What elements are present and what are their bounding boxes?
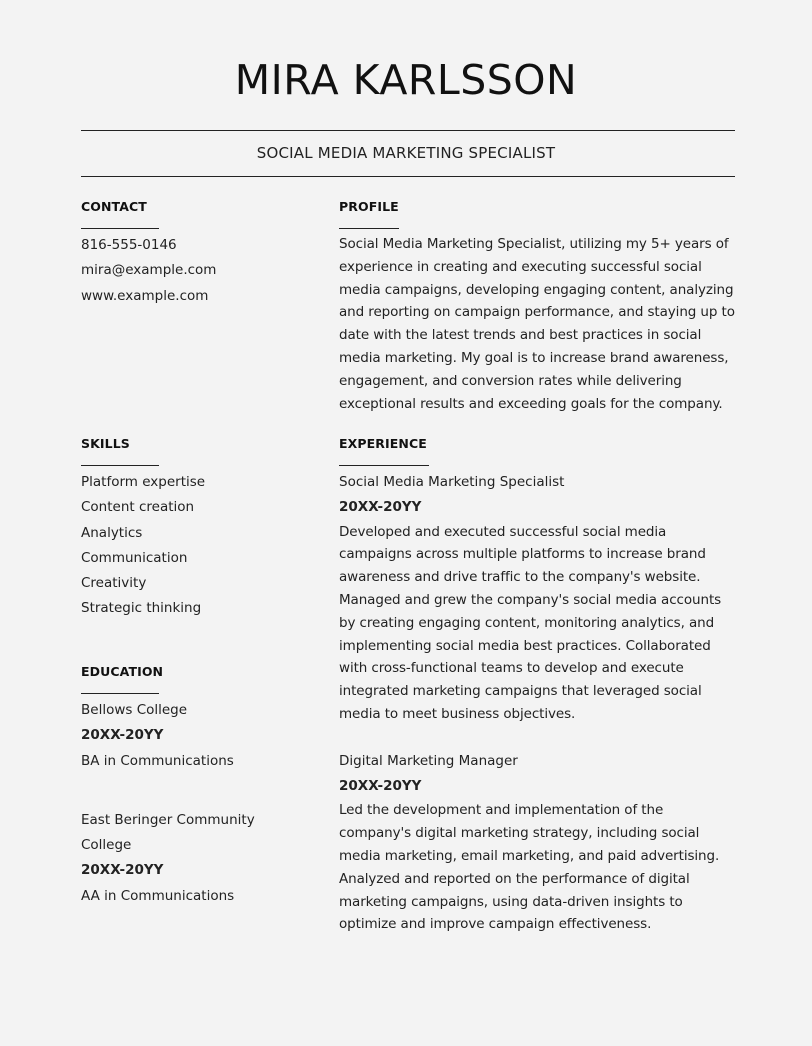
skill-item: Creativity (81, 575, 147, 592)
experience-role: Digital Marketing Manager (339, 752, 518, 769)
experience-section (339, 436, 739, 936)
education-heading: EDUCATION (81, 664, 164, 679)
contact-website: www.example.com (81, 287, 209, 304)
education-degree: BA in Communications (81, 752, 234, 769)
skill-item: Communication (81, 549, 188, 566)
experience-description: Developed and executed successful social media campaigns across multiple platforms to increase brand awareness and drive traffic to the company's website. Managed and grew the company's social media accounts by creating engaging content, monitoring analytics, and implementing social media best practices. Collaborated with cross-functional teams to develop and execute integrated marketing campaigns that leveraged social media to meet business objectives. (339, 523, 722, 722)
education-degree: AA in Communications (81, 887, 235, 904)
education-school: East Beringer Community College (81, 811, 255, 854)
profile-section (339, 199, 739, 415)
contact-email: mira@example.com (81, 262, 217, 279)
profile-heading: PROFILE (339, 199, 399, 214)
header-top-divider (81, 130, 735, 131)
skills-section (81, 436, 321, 622)
skill-item: Content creation (81, 499, 195, 516)
education-school: Bellows College (81, 702, 188, 718)
skill-item: Strategic thinking (81, 600, 202, 617)
skill-item: Platform expertise (81, 474, 206, 490)
profile-text: Social Media Marketing Specialist, utilizing my 5+ years of experience in creating and executing successful social media campaigns, developing engaging content, analyzing and reporting on campaign performance, and staying up to date with the latest trends and best practices in social media marketing. My goal is to increase brand awareness, engagement, and conversion rates while delivering exceptional results and exceeding goals for the company. (339, 236, 735, 412)
experience-heading-underline (339, 465, 429, 466)
skills-heading-underline (81, 465, 159, 466)
education-heading-underline (81, 693, 159, 694)
experience-dates: 20XX-20YY (339, 499, 422, 516)
skill-item: Analytics (81, 524, 143, 541)
education-entry (81, 808, 261, 909)
contact-section (81, 199, 321, 309)
contact-phone: 816-555-0146 (81, 237, 177, 253)
experience-entry (339, 749, 739, 936)
job-title: SOCIAL MEDIA MARKETING SPECIALIST (256, 144, 556, 162)
education-dates: 20XX-20YY (81, 862, 164, 879)
education-dates: 20XX-20YY (81, 727, 164, 744)
skills-heading: SKILLS (81, 436, 130, 451)
contact-heading: CONTACT (81, 199, 147, 214)
education-section (81, 664, 321, 930)
experience-dates: 20XX-20YY (339, 778, 422, 795)
profile-heading-underline (339, 228, 399, 229)
experience-heading: EXPERIENCE (339, 436, 427, 451)
contact-heading-underline (81, 228, 159, 229)
education-entry (81, 698, 321, 774)
experience-description: Led the development and implementation of the company's digital marketing strategy, including social media marketing, email marketing, and paid advertising. Analyzed and reported on the performance of digital marketing campaigns, using data-driven insights to optimize and improve campaign effectiveness. (339, 802, 720, 933)
candidate-name: MIRA KARLSSON (234, 56, 578, 104)
experience-role: Social Media Marketing Specialist (339, 474, 565, 490)
experience-entry (339, 470, 739, 726)
header-bottom-divider (81, 176, 735, 177)
